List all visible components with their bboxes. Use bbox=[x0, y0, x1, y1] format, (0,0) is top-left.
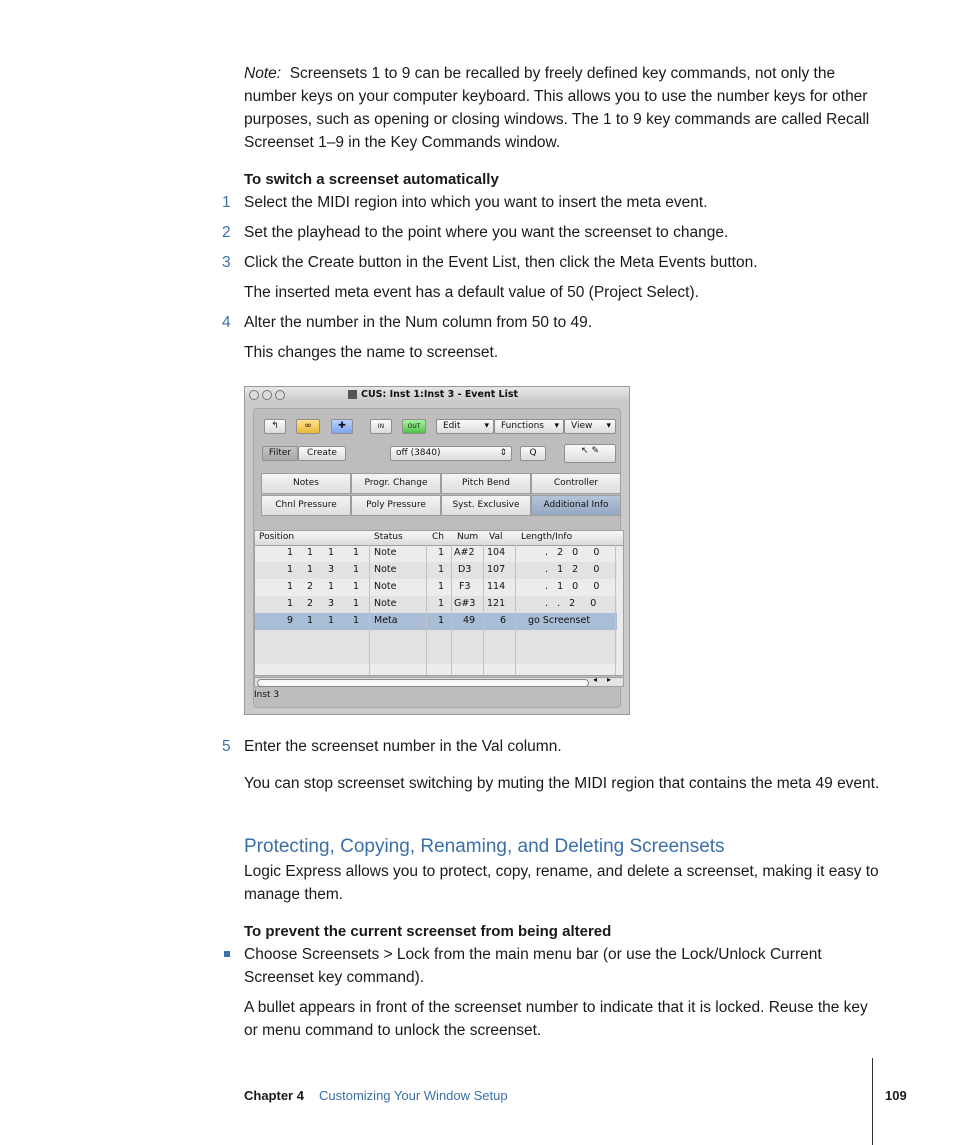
type-program-change[interactable]: Progr. Change bbox=[351, 473, 441, 494]
status-cell: Note bbox=[374, 581, 397, 592]
position-tick: 1 bbox=[353, 547, 360, 558]
functions-menu-label: Functions bbox=[501, 421, 544, 431]
position-bar: 1 bbox=[287, 547, 294, 558]
window-title: CUS: Inst 1:Inst 3 - Event List bbox=[361, 389, 519, 400]
length-cell: go Screenset bbox=[528, 615, 591, 626]
close-icon[interactable] bbox=[249, 390, 259, 400]
position-division: 1 bbox=[328, 615, 335, 626]
footer-chapter: Chapter 4 bbox=[244, 1088, 304, 1103]
filter-label: Filter bbox=[268, 448, 292, 458]
position-beat: 1 bbox=[307, 547, 314, 558]
page-number: 109 bbox=[885, 1088, 907, 1103]
type-pitch-bend[interactable]: Pitch Bend bbox=[441, 473, 531, 494]
status-cell: Note bbox=[374, 547, 397, 558]
filter-button[interactable] bbox=[262, 446, 298, 461]
num-cell: D3 bbox=[458, 564, 472, 575]
column-divider bbox=[515, 545, 516, 676]
val-cell: 104 bbox=[487, 547, 506, 558]
position-division: 3 bbox=[328, 564, 335, 575]
view-menu-label: View bbox=[571, 421, 593, 431]
position-beat: 2 bbox=[307, 581, 314, 592]
step-text: Alter the number in the Num column from 50 to 49. bbox=[244, 314, 593, 331]
channel-cell: 1 bbox=[438, 581, 445, 592]
val-cell: 107 bbox=[487, 564, 506, 575]
functions-menu[interactable] bbox=[494, 419, 564, 434]
event-table bbox=[254, 530, 624, 676]
column-status[interactable]: Status bbox=[374, 532, 403, 542]
val-cell: 121 bbox=[487, 598, 506, 609]
chevron-down-icon: ▾ bbox=[484, 421, 489, 431]
scroll-left-icon[interactable]: ◂ bbox=[593, 675, 598, 684]
position-bar: 1 bbox=[287, 581, 294, 592]
status-cell: Note bbox=[374, 564, 397, 575]
note-label: Note: bbox=[244, 65, 282, 82]
num-cell: G#3 bbox=[454, 598, 476, 609]
section-intro: Logic Express allows you to protect, copy, rename, and delete a screenset, making it easy to manage them. bbox=[244, 863, 879, 903]
position-beat: 1 bbox=[307, 564, 314, 575]
type-channel-pressure[interactable]: Chnl Pressure bbox=[261, 495, 351, 516]
status-bar: Inst 3 bbox=[254, 690, 280, 700]
section-heading: Protecting, Copying, Renaming, and Deleting Screensets bbox=[244, 836, 725, 857]
column-divider bbox=[426, 545, 427, 676]
horizontal-scrollbar[interactable] bbox=[254, 677, 624, 687]
pointer-tool-icon: ↖ bbox=[581, 446, 589, 456]
column-divider bbox=[369, 545, 370, 676]
stepper-icon: ⇕ bbox=[499, 448, 507, 458]
event-list-window bbox=[244, 386, 630, 715]
step-text: Click the Create button in the Event List, then click the Meta Events button. bbox=[244, 254, 758, 271]
type-system-exclusive[interactable]: Syst. Exclusive bbox=[441, 495, 531, 516]
length-cell: . 1 2 0 bbox=[545, 564, 600, 575]
position-tick: 1 bbox=[353, 615, 360, 626]
minimize-icon[interactable] bbox=[262, 390, 272, 400]
position-beat: 2 bbox=[307, 598, 314, 609]
column-divider bbox=[615, 545, 616, 676]
step-number: 5 bbox=[222, 738, 231, 755]
edit-menu-label: Edit bbox=[443, 421, 461, 431]
step-number: 1 bbox=[222, 194, 231, 211]
num-cell: 49 bbox=[463, 615, 476, 626]
column-divider bbox=[483, 545, 484, 676]
position-division: 1 bbox=[328, 547, 335, 558]
num-cell: F3 bbox=[459, 581, 471, 592]
position-bar: 1 bbox=[287, 564, 294, 575]
midi-in-button[interactable] bbox=[370, 419, 392, 434]
quantize-value: off (3840) bbox=[396, 448, 441, 458]
chevron-down-icon: ▾ bbox=[606, 421, 611, 431]
position-beat: 1 bbox=[307, 615, 314, 626]
edit-menu[interactable] bbox=[436, 419, 494, 434]
footer-divider bbox=[872, 1058, 873, 1145]
zoom-icon[interactable] bbox=[275, 390, 285, 400]
num-cell: A#2 bbox=[454, 547, 475, 558]
status-cell: Meta bbox=[374, 615, 398, 626]
catch-icon[interactable]: ✚ bbox=[331, 419, 353, 434]
type-controller[interactable]: Controller bbox=[531, 473, 621, 494]
chevron-down-icon: ▾ bbox=[554, 421, 559, 431]
pencil-tool-icon: ✎ bbox=[591, 446, 599, 456]
channel-cell: 1 bbox=[438, 615, 445, 626]
table-row[interactable] bbox=[255, 596, 617, 613]
step-text: Select the MIDI region into which you want to insert the meta event. bbox=[244, 194, 708, 211]
position-tick: 1 bbox=[353, 581, 360, 592]
position-bar: 1 bbox=[287, 598, 294, 609]
channel-cell: 1 bbox=[438, 564, 445, 575]
table-row[interactable] bbox=[255, 562, 617, 579]
title-bar bbox=[245, 387, 629, 404]
empty-row bbox=[255, 647, 617, 664]
channel-cell: 1 bbox=[438, 598, 445, 609]
status-cell: Note bbox=[374, 598, 397, 609]
column-length-info[interactable]: Length/Info bbox=[521, 532, 573, 542]
table-row[interactable] bbox=[255, 579, 617, 596]
type-poly-pressure[interactable]: Poly Pressure bbox=[351, 495, 441, 516]
step-result: The inserted meta event has a default value of 50 (Project Select). bbox=[244, 284, 699, 301]
step-result: This changes the name to screenset. bbox=[244, 344, 499, 361]
scroll-right-icon[interactable]: ▸ bbox=[607, 675, 612, 684]
column-num[interactable]: Num bbox=[457, 532, 479, 542]
step-number: 2 bbox=[222, 224, 231, 241]
step-number: 3 bbox=[222, 254, 231, 271]
position-division: 1 bbox=[328, 581, 335, 592]
step-text: Set the playhead to the point where you want the screenset to change. bbox=[244, 224, 729, 241]
search-icon: Q bbox=[529, 448, 537, 458]
tool-menus[interactable] bbox=[564, 444, 616, 463]
search-button[interactable] bbox=[520, 446, 546, 461]
footer-chapter-title: Customizing Your Window Setup bbox=[319, 1088, 508, 1103]
bullet-icon bbox=[224, 951, 230, 957]
length-cell: . 2 0 0 bbox=[545, 547, 600, 558]
tip-paragraph: You can stop screenset switching by muting the MIDI region that contains the meta 49 event. bbox=[244, 775, 880, 792]
position-bar: 9 bbox=[287, 615, 294, 626]
column-val[interactable]: Val bbox=[489, 532, 503, 542]
result-paragraph: A bullet appears in front of the screenset number to indicate that it is locked. Reuse the key or menu command to unlock the screenset. bbox=[244, 999, 868, 1039]
length-cell: . . 2 0 bbox=[545, 598, 597, 609]
val-cell: 114 bbox=[487, 581, 506, 592]
bullet-text: Choose Screensets > Lock from the main menu bar (or use the Lock/Unlock Current Screenset key command). bbox=[244, 946, 822, 986]
type-notes[interactable]: Notes bbox=[261, 473, 351, 494]
table-row[interactable] bbox=[255, 545, 617, 562]
back-icon[interactable]: ↰ bbox=[264, 419, 286, 434]
quantize-dropdown[interactable] bbox=[390, 446, 512, 461]
column-position[interactable]: Position bbox=[259, 532, 295, 542]
type-additional-info[interactable]: Additional Info bbox=[531, 495, 621, 516]
note-paragraph bbox=[244, 62, 880, 154]
length-cell: . 1 0 0 bbox=[545, 581, 600, 592]
midi-out-label: OUT bbox=[407, 423, 421, 430]
val-cell: 6 bbox=[500, 615, 507, 626]
create-label: Create bbox=[307, 448, 337, 458]
column-channel[interactable]: Ch bbox=[432, 532, 444, 542]
table-header bbox=[255, 531, 624, 546]
position-tick: 1 bbox=[353, 564, 360, 575]
view-menu[interactable] bbox=[564, 419, 616, 434]
note-text: Screensets 1 to 9 can be recalled by freely defined key commands, not only the number keys on your computer keyboard. This allows you to use the number keys for other purposes, such as opening or closing windows. The 1 to 9 key commands are called Recall Screenset 1–9 in the Key Commands window. bbox=[244, 65, 870, 151]
step-text: Enter the screenset number in the Val column. bbox=[244, 738, 562, 755]
create-button[interactable] bbox=[298, 446, 346, 461]
scroll-thumb[interactable] bbox=[257, 679, 589, 687]
midi-in-label: IN bbox=[377, 423, 385, 430]
channel-cell: 1 bbox=[438, 547, 445, 558]
midi-out-button[interactable] bbox=[402, 419, 426, 434]
task-title: To prevent the current screenset from being altered bbox=[244, 923, 612, 940]
position-tick: 1 bbox=[353, 598, 360, 609]
step-number: 4 bbox=[222, 314, 231, 331]
column-divider bbox=[451, 545, 452, 676]
table-row-selected[interactable] bbox=[255, 613, 617, 630]
link-icon[interactable]: ∞ bbox=[296, 419, 320, 434]
task-title: To switch a screenset automatically bbox=[244, 171, 499, 188]
empty-row bbox=[255, 630, 617, 647]
document-icon bbox=[348, 390, 357, 399]
position-division: 3 bbox=[328, 598, 335, 609]
